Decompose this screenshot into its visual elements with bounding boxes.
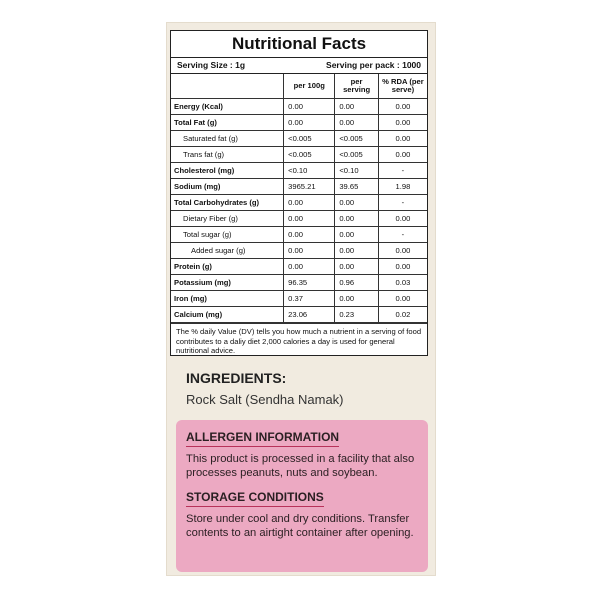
value-rda: 0.00 xyxy=(378,131,427,147)
value-per-100g: 0.00 xyxy=(284,115,335,131)
value-rda: 0.00 xyxy=(378,259,427,275)
nutrition-row xyxy=(171,291,427,307)
value-rda: 0.00 xyxy=(378,291,427,307)
header-per-serving: per serving xyxy=(335,74,379,99)
nutrition-row xyxy=(171,195,427,211)
value-rda: 1.98 xyxy=(378,179,427,195)
nutrient-name: Total sugar (g) xyxy=(171,227,284,243)
value-per-serving: 0.00 xyxy=(335,291,379,307)
value-per-serving: 0.00 xyxy=(335,115,379,131)
nutrient-name: Energy (Kcal) xyxy=(171,99,284,115)
value-per-serving: <0.10 xyxy=(335,163,379,179)
value-per-serving: 0.00 xyxy=(335,195,379,211)
value-rda: 0.02 xyxy=(378,307,427,323)
value-per-100g: 23.06 xyxy=(284,307,335,323)
value-rda: 0.03 xyxy=(378,275,427,291)
allergen-title: ALLERGEN INFORMATION xyxy=(186,430,339,447)
daily-value-note: The % daily Value (DV) tells you how much a nutrient in a serving of food contributes to a daliy diet 2,000 calories a day is used for general nutritional advice. xyxy=(171,323,427,359)
value-per-100g: <0.005 xyxy=(284,147,335,163)
nutrition-row xyxy=(171,163,427,179)
value-per-100g: 0.00 xyxy=(284,259,335,275)
value-per-100g: 0.00 xyxy=(284,195,335,211)
value-rda: 0.00 xyxy=(378,211,427,227)
nutrient-name: Protein (g) xyxy=(171,259,284,275)
value-rda: 0.00 xyxy=(378,147,427,163)
value-rda: 0.00 xyxy=(378,243,427,259)
nutrient-name: Added sugar (g) xyxy=(171,243,284,259)
storage-text: Store under cool and dry conditions. Transfer contents to an airtight container after opening. xyxy=(186,513,414,539)
value-per-serving: 0.00 xyxy=(335,243,379,259)
nutrition-row xyxy=(171,243,427,259)
storage-title: STORAGE CONDITIONS xyxy=(186,490,324,507)
nutrient-name: Iron (mg) xyxy=(171,291,284,307)
value-per-100g: 96.35 xyxy=(284,275,335,291)
value-per-serving: 0.00 xyxy=(335,227,379,243)
nutrition-row xyxy=(171,115,427,131)
nutrient-name: Potassium (mg) xyxy=(171,275,284,291)
ingredients-title: INGREDIENTS: xyxy=(186,370,287,386)
nutrition-table-header xyxy=(171,74,427,99)
value-per-100g: 3965.21 xyxy=(284,179,335,195)
nutrient-name: Sodium (mg) xyxy=(171,179,284,195)
value-rda: - xyxy=(378,195,427,211)
value-per-100g: 0.00 xyxy=(284,211,335,227)
header-rda: % RDA (per serve) xyxy=(378,74,427,99)
nutrition-row xyxy=(171,275,427,291)
ingredients-section xyxy=(186,370,426,407)
serving-info xyxy=(171,58,427,74)
nutrition-row xyxy=(171,307,427,323)
value-per-100g: <0.10 xyxy=(284,163,335,179)
value-per-serving: 0.00 xyxy=(335,259,379,275)
nutrition-facts-title: Nutritional Facts xyxy=(171,31,427,58)
info-box xyxy=(176,420,428,572)
value-rda: 0.00 xyxy=(378,99,427,115)
header-blank xyxy=(171,74,284,99)
nutrition-facts-panel xyxy=(170,30,428,356)
value-rda: 0.00 xyxy=(378,115,427,131)
value-per-100g: 0.00 xyxy=(284,243,335,259)
nutrient-name: Total Fat (g) xyxy=(171,115,284,131)
ingredients-text: Rock Salt (Sendha Namak) xyxy=(186,392,344,407)
value-per-serving: 0.96 xyxy=(335,275,379,291)
nutrient-name: Total Carbohydrates (g) xyxy=(171,195,284,211)
value-per-serving: 0.23 xyxy=(335,307,379,323)
nutrition-row xyxy=(171,211,427,227)
value-per-serving: <0.005 xyxy=(335,131,379,147)
value-per-serving: 0.00 xyxy=(335,211,379,227)
nutrition-row xyxy=(171,99,427,115)
value-rda: - xyxy=(378,227,427,243)
value-per-100g: 0.37 xyxy=(284,291,335,307)
serving-size: Serving Size : 1g xyxy=(177,60,246,70)
value-per-serving: 39.65 xyxy=(335,179,379,195)
nutrient-name: Cholesterol (mg) xyxy=(171,163,284,179)
nutrition-row xyxy=(171,131,427,147)
value-per-serving: <0.005 xyxy=(335,147,379,163)
allergen-text: This product is processed in a facility that also processes peanuts, nuts and soybean. xyxy=(186,453,415,479)
value-per-serving: 0.00 xyxy=(335,99,379,115)
value-per-100g: 0.00 xyxy=(284,99,335,115)
nutrient-name: Calcium (mg) xyxy=(171,307,284,323)
nutrient-name: Dietary Fiber (g) xyxy=(171,211,284,227)
header-per-100g: per 100g xyxy=(284,74,335,99)
nutrition-row xyxy=(171,179,427,195)
nutrition-row xyxy=(171,147,427,163)
nutrition-row xyxy=(171,227,427,243)
value-rda: - xyxy=(378,163,427,179)
nutrition-table xyxy=(171,74,427,323)
nutrition-row xyxy=(171,259,427,275)
nutrient-name: Trans fat (g) xyxy=(171,147,284,163)
serving-per-pack: Serving per pack : 1000 xyxy=(326,60,421,70)
value-per-100g: 0.00 xyxy=(284,227,335,243)
value-per-100g: <0.005 xyxy=(284,131,335,147)
nutrient-name: Saturated fat (g) xyxy=(171,131,284,147)
